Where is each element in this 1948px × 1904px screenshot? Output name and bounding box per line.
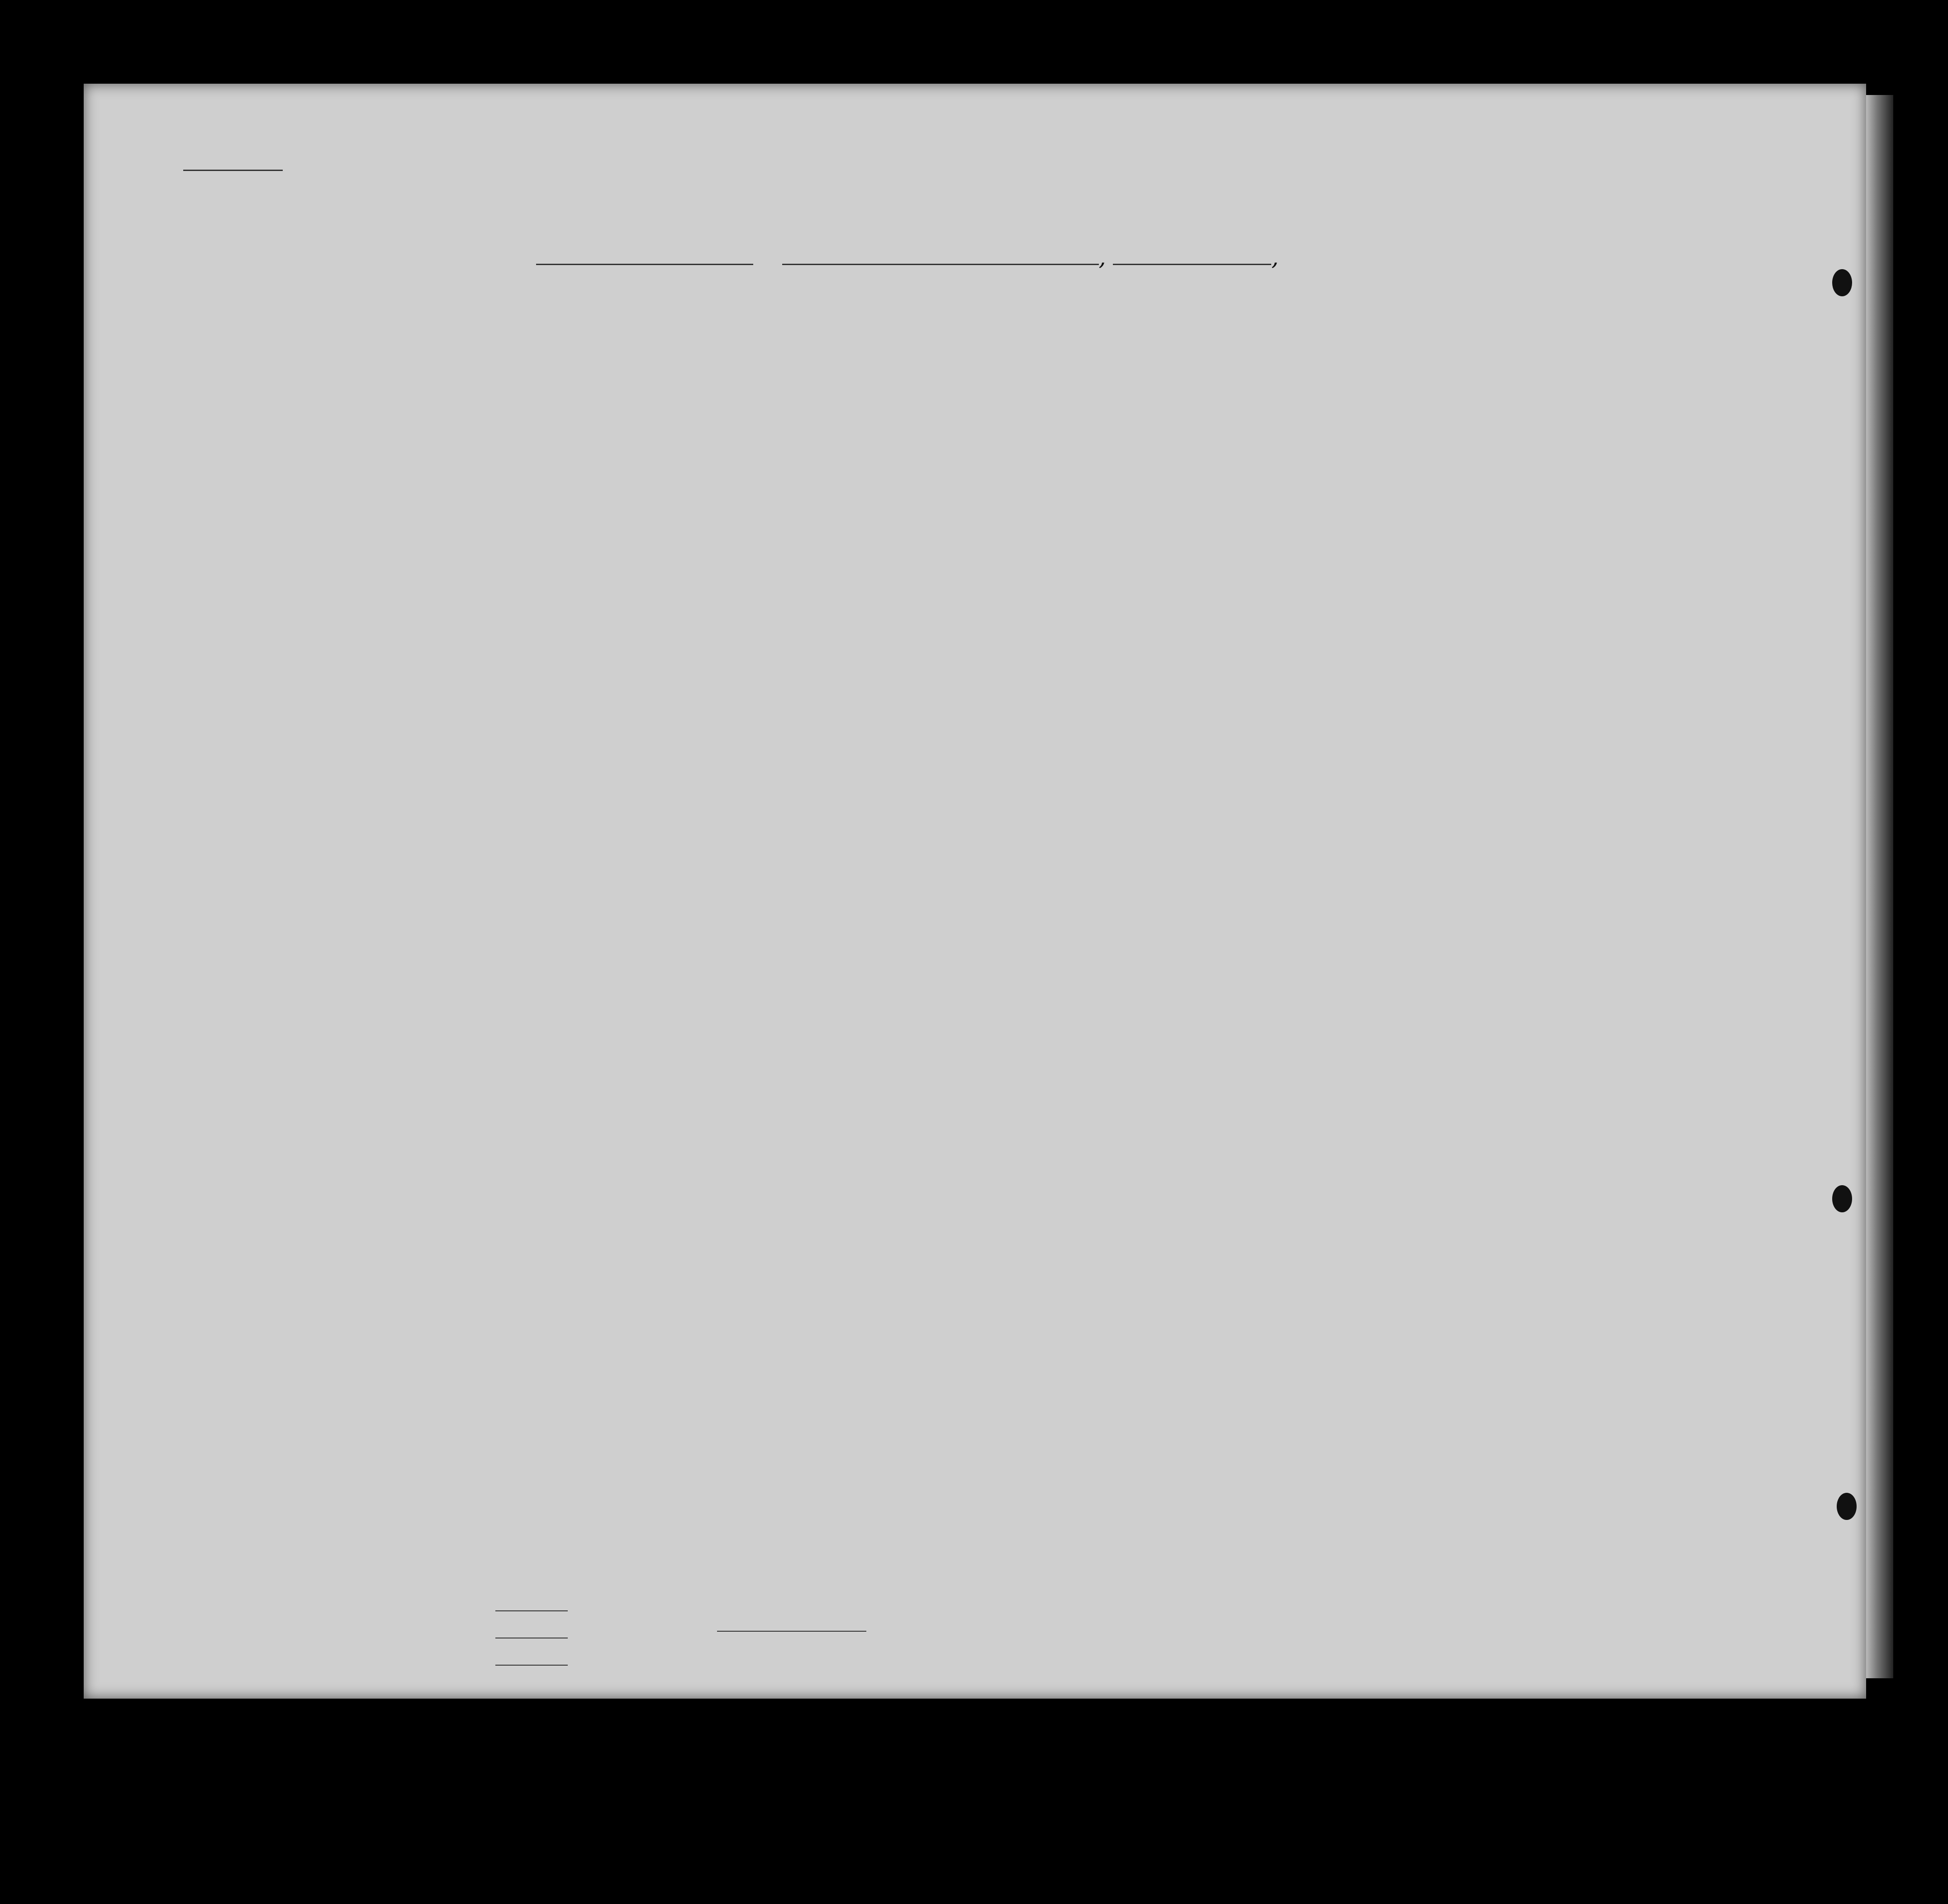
binding-hole [1832, 269, 1852, 296]
sailing-date [1113, 264, 1271, 265]
binding-hole [1837, 1493, 1857, 1520]
ship-line: , , [536, 244, 1278, 271]
purser-label [717, 1631, 866, 1633]
page-edge [1866, 95, 1893, 1678]
manifest-sheet [84, 84, 1866, 1699]
aliens-value [495, 1665, 568, 1666]
list-value [183, 170, 283, 171]
total-passengers-value [495, 1610, 568, 1611]
ship-name [536, 264, 753, 265]
list-line [183, 152, 283, 176]
sailing-port [782, 264, 1099, 265]
binding-hole [1832, 1185, 1852, 1212]
manifest-grid [137, 292, 1866, 1644]
